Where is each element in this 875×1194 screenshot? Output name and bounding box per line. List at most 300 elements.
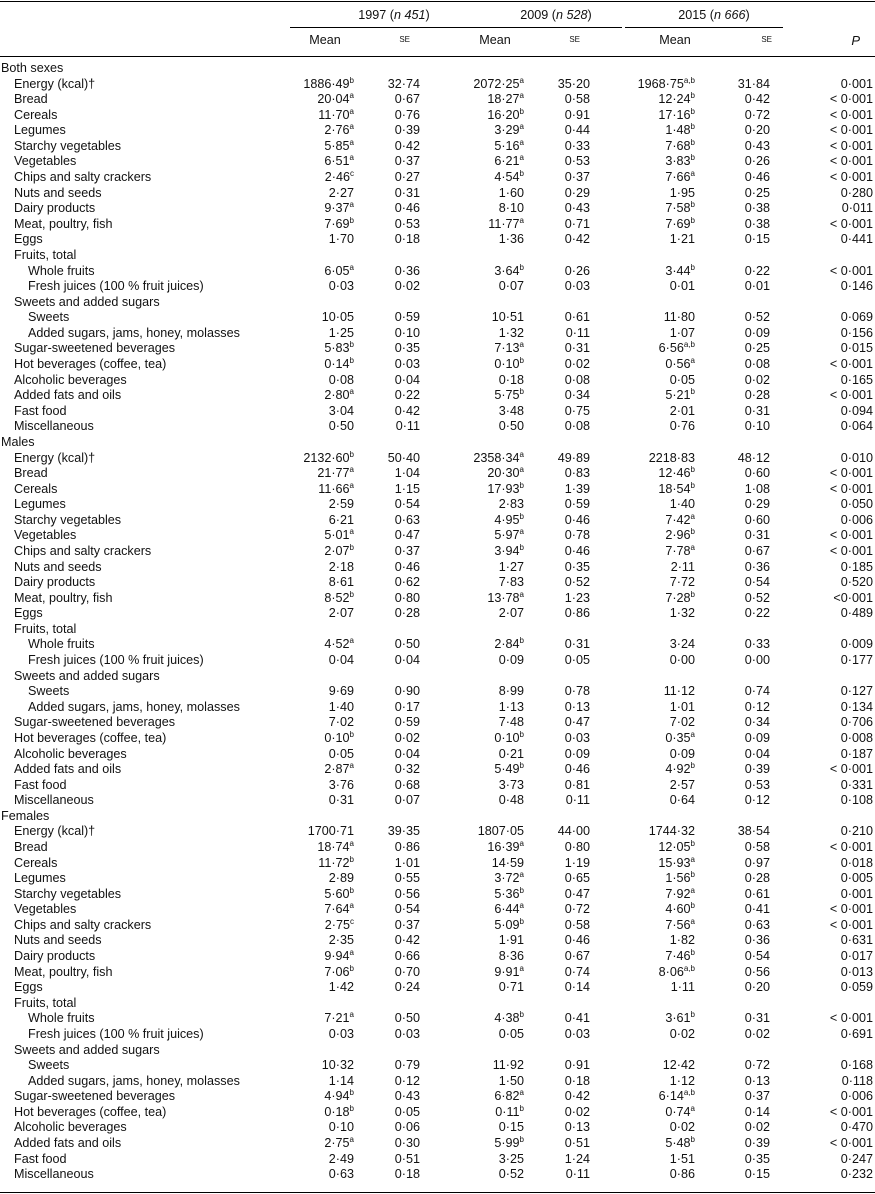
cell-value: 1·40 [669,497,695,512]
cell-p-value [763,1152,873,1168]
cell-value: 7·28 [665,590,691,605]
row-label: Added fats and oils [14,1136,122,1151]
cell-p-value [763,762,873,778]
significance-superscript: a [349,527,354,537]
cell-value: 1·01 [669,699,695,714]
cell-value: 0·35 [665,730,691,745]
cell-se-1997 [310,949,420,965]
significance-superscript: b [519,1010,524,1020]
cell-value: 0·069 [840,310,873,325]
cell-se-2009 [480,700,590,716]
cell-se-1997 [310,856,420,872]
cell-value: 0·09 [744,325,770,340]
cell-value: 0·63 [328,1167,354,1182]
cell-se-1997 [310,201,420,217]
cell-value: 0·185 [840,559,873,574]
cell-value: 1·40 [328,699,354,714]
cell-value: 0·14 [744,1104,770,1119]
cell-value: 0·02 [564,357,590,372]
cell-p-value [763,1105,873,1121]
row-label: Cereals [14,855,58,870]
cell-se-1997 [310,1167,420,1183]
cell-value: 1·42 [328,980,354,995]
cell-se-2009 [480,466,590,482]
cell-se-2015 [660,388,770,404]
cell-value: 0·60 [744,512,770,527]
cell-se-2009 [480,933,590,949]
cell-value: 0·52 [498,1167,524,1182]
cell-value: 1·24 [564,1151,590,1166]
cell-se-2015 [660,373,770,389]
cell-value: 0·37 [394,154,420,169]
cell-value: < 0·001 [829,107,873,122]
cell-value: 0·09 [498,653,524,668]
cell-value: 0·47 [564,715,590,730]
cell-p-value [763,731,873,747]
cell-value: 0·50 [328,419,354,434]
cell-value: 0·33 [564,138,590,153]
cell-value: 1700·71 [307,824,354,839]
cell-value: 0·13 [564,1120,590,1135]
cell-se-1997 [310,591,420,607]
cell-value: 0·47 [564,886,590,901]
cell-value: 0·059 [840,980,873,995]
cell-value: 20·30 [487,466,520,481]
cell-value: 7·06 [324,964,350,979]
row-label: Dairy products [14,201,96,216]
cell-value: 0·22 [744,263,770,278]
row-label: Starchy vegetables [14,138,122,153]
cell-value: 0·83 [564,466,590,481]
cell-value: 0·24 [394,980,420,995]
cell-value: 2·07 [328,606,354,621]
cell-se-2009 [480,606,590,622]
row-label: Alcoholic beverages [14,1120,127,1135]
cell-se-2015 [660,186,770,202]
significance-superscript: b [349,542,354,552]
cell-se-1997 [310,232,420,248]
significance-superscript: a [519,91,524,101]
cell-value: 39·35 [387,824,420,839]
cell-value: 1·14 [328,1073,354,1088]
cell-value: 0·247 [840,1151,873,1166]
cell-se-1997 [310,560,420,576]
cell-value: 0·58 [564,92,590,107]
cell-se-2009 [480,1089,590,1105]
cell-se-2015 [660,1089,770,1105]
cell-value: 1·11 [670,980,695,995]
significance-superscript: b [349,589,354,599]
cell-value: 0·12 [744,699,770,714]
cell-value: 2·89 [328,871,354,886]
cell-value: 0·09 [744,730,770,745]
cell-p-value [763,201,873,217]
cell-value: 0·02 [744,1120,770,1135]
cell-value: 0·25 [744,185,770,200]
year-label: 2015 [678,8,707,22]
cell-value: 2358·34 [473,450,520,465]
cell-se-1997 [310,123,420,139]
cell-value: 7·21 [324,1011,350,1026]
cell-value: 0·15 [498,1120,524,1135]
cell-se-2009 [480,965,590,981]
cell-value: 0·010 [840,450,873,465]
cell-value: 0·11 [395,419,420,434]
cell-p-value [763,1089,873,1105]
significance-superscript: b [519,885,524,895]
row-label: Fast food [14,1151,67,1166]
significance-superscript: a [349,122,354,132]
cell-se-1997 [310,217,420,233]
cell-value: 0·25 [744,341,770,356]
cell-value: 7·58 [665,201,691,216]
significance-superscript: a,b [683,75,695,85]
cell-value: 0·58 [744,840,770,854]
cell-se-1997 [310,357,420,373]
cell-se-1997 [310,1105,420,1121]
cell-value: 18·27 [487,92,520,107]
cell-value: 0·331 [840,777,873,792]
cell-value: 31·84 [737,76,770,91]
cell-se-2015 [660,902,770,918]
cell-value: 7·46 [665,949,691,964]
significance-superscript: b [519,761,524,771]
cell-se-2015 [660,871,770,887]
cell-value: 0·56 [744,964,770,979]
significance-superscript: b [349,340,354,350]
row-label: Sweets [28,1058,70,1073]
row-label: Dairy products [14,949,96,964]
row-label: Nuts and seeds [14,559,102,574]
cell-value: 0·10 [324,730,350,745]
cell-value: 0·71 [564,216,590,231]
significance-superscript: b [690,1010,695,1020]
cell-value: 0·280 [840,185,873,200]
cell-se-1997 [310,762,420,778]
cell-se-2009 [480,1152,590,1168]
cell-se-1997 [310,840,420,856]
cell-value: 0·42 [564,1089,590,1104]
cell-se-2009 [480,139,590,155]
cell-value: 0·68 [394,777,420,792]
section-title: Females [1,808,50,823]
row-label: Sugar-sweetened beverages [14,1089,176,1104]
cell-value: 0·520 [840,575,873,590]
cell-value: 0·74 [665,1104,691,1119]
se-header: se [399,33,410,45]
row-label: Sugar-sweetened beverages [14,341,176,356]
significance-superscript: b [690,137,695,147]
cell-value: 0·18 [394,1167,420,1182]
cell-se-1997 [307,824,420,840]
significance-superscript: a [349,91,354,101]
cell-p-value [763,747,873,763]
cell-value: 0·51 [394,1151,420,1166]
cell-p-value [763,451,873,467]
cell-se-2009 [480,544,590,560]
cell-value: 7·92 [665,886,691,901]
cell-value: 0·64 [669,793,695,808]
cell-value: 9·37 [324,201,350,216]
cell-value: 8·06 [658,964,684,979]
cell-se-1997 [310,887,420,903]
cell-value: 0·44 [564,123,590,138]
year-header-1997: 1997 (n 451) [358,8,430,22]
cell-value: 0·80 [564,840,590,854]
significance-superscript: b [519,387,524,397]
cell-se-2015 [660,1105,770,1121]
cell-value: 8·61 [328,575,354,590]
significance-superscript: b [349,356,354,366]
cell-value: < 0·001 [829,263,873,278]
cell-value: < 0·001 [829,466,873,481]
cell-value: 0·37 [564,170,590,185]
cell-se-1997 [310,715,420,731]
row-label: Sugar-sweetened beverages [14,715,176,730]
row-label: Fresh juices (100 % fruit juices) [28,653,204,668]
row-label: Bread [14,466,48,481]
cell-value: 6·21 [494,154,520,169]
cell-value: 0·210 [840,824,873,839]
se-header: se [569,33,580,45]
cell-value: 0·42 [394,403,420,418]
cell-value: 0·59 [564,497,590,512]
significance-superscript: a [519,75,524,85]
cell-value: 0·46 [564,933,590,948]
cell-se-1997 [310,497,420,513]
row-label: Eggs [14,980,43,995]
cell-se-2015 [660,1152,770,1168]
cell-value: 5·97 [494,528,520,543]
cell-p-value [763,980,873,996]
cell-value: 0·31 [328,793,354,808]
significance-superscript: a [519,340,524,350]
row-label: Sweets and added sugars [14,668,160,683]
cell-value: 5·49 [494,762,520,777]
cell-value: 0·017 [840,949,873,964]
cell-value: 0·53 [564,154,590,169]
row-label: Eggs [14,606,43,621]
cell-value: 0·22 [394,388,420,403]
cell-value: 11·77 [488,216,520,231]
cell-value: 0·33 [744,637,770,652]
cell-value: 0·177 [840,653,873,668]
cell-value: 0·66 [394,949,420,964]
cell-value: 0·15 [744,232,770,247]
cell-value: 5·48 [665,1136,691,1151]
cell-value: 0·10 [394,325,420,340]
cell-value: 0·11 [495,1104,520,1119]
cell-value: 0·74 [744,684,770,699]
group-rule-2015 [625,27,783,28]
cell-value: 5·75 [494,388,520,403]
cell-p-value [763,933,873,949]
year-label: 1997 [358,8,387,22]
cell-se-2009 [480,918,590,934]
cell-value: 2·07 [498,606,524,621]
cell-value: 0·46 [394,201,420,216]
cell-se-2015 [660,108,770,124]
significance-superscript: a [690,729,695,739]
significance-superscript: a [349,137,354,147]
cell-value: 0·56 [665,357,691,372]
cell-value: 0·005 [840,871,873,886]
cell-value: 2·49 [328,1151,354,1166]
cell-value: 7·48 [498,715,524,730]
cell-value: 5·99 [494,1136,520,1151]
cell-value: < 0·001 [829,123,873,138]
cell-value: 6·51 [324,154,350,169]
row-label: Fresh juices (100 % fruit juices) [28,1026,204,1041]
significance-superscript: a,b [683,340,695,350]
significance-superscript: a [519,465,524,475]
cell-se-2015 [660,170,770,186]
cell-value: 5·09 [494,917,520,932]
cell-value: 1·70 [328,232,354,247]
cell-value: < 0·001 [829,762,873,777]
significance-superscript: a [519,153,524,163]
cell-p-value [763,77,873,93]
cell-value: 0·35 [394,341,420,356]
cell-p-value [763,684,873,700]
cell-se-2015 [660,419,770,435]
cell-value: 0·78 [564,528,590,543]
cell-value: 0·008 [840,730,873,745]
cell-value: 0·691 [840,1026,873,1041]
cell-value: 2·57 [669,777,695,792]
row-label: Starchy vegetables [14,886,122,901]
row-label: Energy (kcal)† [14,450,96,465]
cell-value: 0·07 [394,793,420,808]
cell-value: < 0·001 [829,840,873,854]
significance-superscript: a [349,901,354,911]
row-label: Miscellaneous [14,1167,94,1182]
cell-value: 1·50 [498,1073,524,1088]
cell-se-2009 [480,637,590,653]
significance-superscript: b [519,106,524,116]
cell-value: 0·46 [394,559,420,574]
cell-se-1997 [310,575,420,591]
cell-value: 3·64 [494,263,520,278]
cell-p-value [763,606,873,622]
cell-se-2015 [660,497,770,513]
cell-value: 4·52 [324,637,350,652]
cell-value: 20·04 [317,92,350,107]
cell-se-2015 [660,139,770,155]
row-label: Chips and salty crackers [14,170,152,185]
significance-superscript: a [690,1103,695,1113]
significance-superscript: a [519,449,524,459]
cell-se-2009 [480,232,590,248]
cell-p-value [763,1027,873,1043]
cell-value: 0·36 [744,933,770,948]
significance-superscript: a,b [683,963,695,973]
cell-value: < 0·001 [829,357,873,372]
cell-se-2009 [477,824,590,840]
cell-value: 0·18 [394,232,420,247]
cell-p-value [763,513,873,529]
row-label: Energy (kcal)† [14,76,96,91]
cell-se-2009 [480,856,590,872]
cell-value: 4·60 [665,902,691,917]
significance-superscript: b [519,169,524,179]
significance-superscript: a [349,465,354,475]
cell-value: 0·015 [840,341,873,356]
cell-value: 0·31 [744,528,770,543]
cell-value: 0·18 [564,1073,590,1088]
cell-se-2015 [660,1120,770,1136]
cell-se-2015 [660,528,770,544]
cell-value: 0·28 [744,388,770,403]
cell-p-value [763,1136,873,1152]
cell-value: 0·31 [564,341,590,356]
cell-value: 0·76 [669,419,695,434]
cell-se-2009 [480,388,590,404]
cell-se-1997 [310,1152,420,1168]
cell-se-2015 [660,326,770,342]
cell-se-2015 [660,544,770,560]
cell-value: 7·69 [324,216,350,231]
cell-value: 0·15 [744,1167,770,1182]
cell-value: 5·21 [665,388,691,403]
cell-se-2015 [660,856,770,872]
cell-value: 7·68 [665,138,691,153]
cell-se-2009 [480,1058,590,1074]
cell-se-1997 [310,606,420,622]
cell-value: 5·85 [324,138,350,153]
cell-value: 2072·25 [473,76,520,91]
cell-value: 1·07 [669,325,695,340]
significance-superscript: a [349,480,354,490]
cell-value: 0·54 [394,902,420,917]
cell-value: < 0·001 [829,170,873,185]
year-label: 2009 [520,8,549,22]
cell-se-2009 [480,591,590,607]
row-label: Alcoholic beverages [14,746,127,761]
row-label: Sweets [28,310,70,325]
row-label: Bread [14,92,48,107]
cell-value: 0·79 [394,1058,420,1073]
significance-superscript: b [690,761,695,771]
significance-superscript: b [349,215,354,225]
row-label: Miscellaneous [14,793,94,808]
cell-value: 0·009 [840,637,873,652]
cell-p-value [763,575,873,591]
cell-se-2009 [480,528,590,544]
cell-value: 13·78 [487,590,520,605]
cell-value: 0·17 [394,699,420,714]
cell-p-value [763,949,873,965]
cell-value: < 0·001 [829,1011,873,1026]
cell-p-value [763,123,873,139]
cell-value: 12·05 [658,840,691,854]
cell-value: 10·32 [321,1058,354,1073]
significance-superscript: b [519,729,524,739]
significance-superscript: a [519,215,524,225]
cell-value: 0·013 [840,964,873,979]
cell-se-1997 [310,513,420,529]
cell-value: 50·40 [387,450,420,465]
cell-value: < 0·001 [829,543,873,558]
cell-value: 12·42 [662,1058,695,1073]
cell-value: 0·72 [744,1058,770,1073]
cell-se-1997 [310,404,420,420]
cell-se-2009 [480,653,590,669]
cell-value: 0·90 [394,684,420,699]
cell-value: 0·03 [564,730,590,745]
cell-value: 0·46 [564,543,590,558]
cell-value: 1·51 [669,1151,695,1166]
